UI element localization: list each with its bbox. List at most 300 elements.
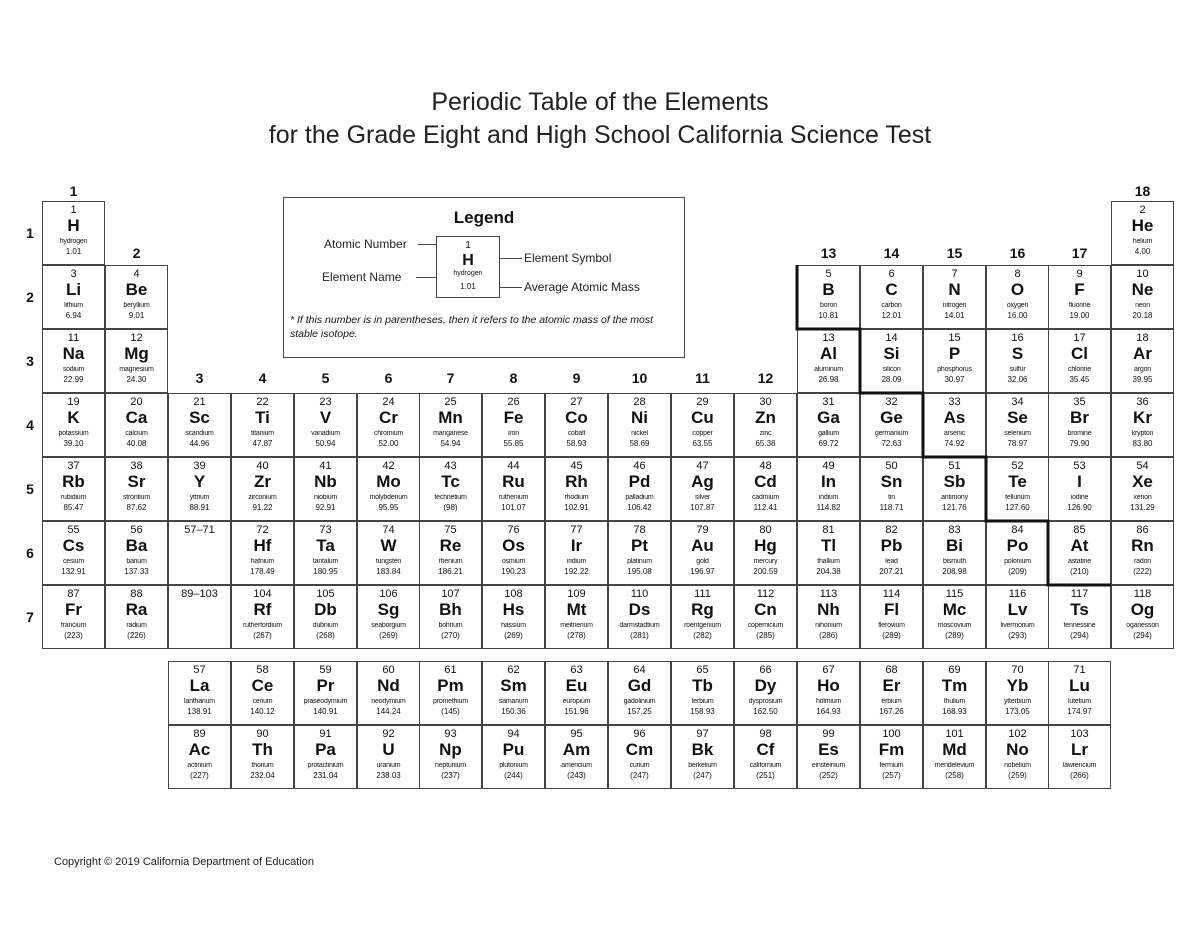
element-symbol: Tm — [941, 676, 968, 695]
atomic-number: 67 — [822, 664, 835, 676]
atomic-mass: 39.10 — [63, 439, 84, 448]
element-symbol: Ca — [125, 408, 148, 427]
atomic-number: 94 — [507, 728, 520, 740]
atomic-number: 117 — [1070, 588, 1089, 600]
element-symbol: Mg — [124, 344, 149, 363]
element-symbol: In — [820, 472, 837, 491]
element-symbol: No — [1006, 740, 1029, 759]
atomic-mass: 58.93 — [566, 439, 587, 448]
element-symbol: Si — [883, 344, 900, 363]
atomic-mass: (294) — [1133, 631, 1152, 640]
element-name: thulium — [943, 698, 966, 705]
element-name: sulfur — [1009, 366, 1026, 373]
atomic-mass: 231.04 — [313, 771, 338, 780]
atomic-number: 89 — [193, 728, 206, 740]
atomic-number: 1 — [70, 204, 77, 216]
atomic-mass: 118.71 — [879, 503, 904, 512]
element-symbol: Sg — [377, 600, 400, 619]
element-name: iodine — [1070, 494, 1089, 501]
atomic-mass: 69.72 — [818, 439, 839, 448]
element-symbol: Cn — [754, 600, 777, 619]
element-symbol: Lr — [1071, 740, 1088, 759]
actinide-range: 89–103 — [181, 588, 218, 600]
element-name: germanium — [874, 430, 909, 437]
atomic-number: 77 — [570, 524, 583, 536]
atomic-number: 90 — [256, 728, 269, 740]
atomic-number: 73 — [319, 524, 332, 536]
element-name: hydrogen — [59, 238, 88, 245]
element-name: beryllium — [123, 302, 150, 309]
element-symbol: Fm — [878, 740, 905, 759]
copyright-text: Copyright © 2019 California Department of Education — [54, 856, 315, 868]
atomic-number: 10 — [1136, 268, 1149, 280]
atomic-mass: 87.62 — [126, 503, 147, 512]
atomic-mass: 28.09 — [881, 375, 902, 384]
atomic-number: 13 — [822, 332, 835, 344]
element-symbol: Ce — [251, 676, 274, 695]
element-symbol: At — [1070, 536, 1089, 555]
atomic-number: 40 — [256, 460, 269, 472]
element-symbol: Cu — [691, 408, 714, 427]
element-name: bohrium — [438, 622, 463, 629]
atomic-mass: (281) — [630, 631, 649, 640]
element-name: promethium — [433, 698, 468, 705]
element-symbol: U — [382, 740, 395, 759]
atomic-number: 99 — [822, 728, 835, 740]
element-symbol: Sn — [880, 472, 903, 491]
atomic-mass: 112.41 — [753, 503, 778, 512]
element-symbol: W — [380, 536, 397, 555]
atomic-mass: 12.01 — [881, 311, 902, 320]
atomic-number: 82 — [885, 524, 898, 536]
element-symbol: Fe — [503, 408, 524, 427]
element-symbol: C — [885, 280, 898, 299]
element-name: scandium — [185, 430, 214, 437]
element-name: gold — [696, 558, 709, 565]
element-symbol: Au — [691, 536, 714, 555]
atomic-number: 43 — [444, 460, 457, 472]
atomic-number: 104 — [253, 588, 272, 600]
group-label-1: 1 — [69, 183, 78, 199]
atomic-number: 36 — [1136, 396, 1149, 408]
atomic-number: 113 — [819, 588, 838, 600]
atomic-mass: (247) — [630, 771, 649, 780]
element-symbol: La — [189, 676, 210, 695]
atomic-number: 45 — [570, 460, 583, 472]
group-label-7: 7 — [446, 370, 455, 386]
element-symbol: Zn — [755, 408, 776, 427]
element-symbol: Md — [942, 740, 967, 759]
element-name: titanium — [251, 430, 274, 437]
atomic-mass: 55.85 — [503, 439, 524, 448]
atomic-number: 96 — [633, 728, 646, 740]
element-name: iridium — [566, 558, 587, 565]
atomic-number: 65 — [696, 664, 709, 676]
element-name: cadmium — [752, 494, 779, 501]
atomic-mass: 186.21 — [438, 567, 463, 576]
atomic-number: 85 — [1073, 524, 1086, 536]
atomic-number: 12 — [130, 332, 143, 344]
element-symbol: Og — [1130, 600, 1155, 619]
legend-average-mass-label: Average Atomic Mass — [524, 280, 640, 294]
atomic-number: 83 — [948, 524, 961, 536]
atomic-mass: (294) — [1070, 631, 1089, 640]
period-label-5: 5 — [26, 481, 34, 497]
atomic-number: 66 — [759, 664, 772, 676]
element-name: ruthenium — [498, 494, 529, 501]
element-symbol: Hg — [754, 536, 777, 555]
element-name: actinium — [187, 762, 212, 769]
atomic-number: 98 — [759, 728, 772, 740]
atomic-number: 39 — [193, 460, 206, 472]
period-label-4: 4 — [26, 417, 34, 433]
element-symbol: Y — [193, 472, 206, 491]
element-name: vanadium — [311, 430, 340, 437]
atomic-mass: 140.91 — [313, 707, 338, 716]
atomic-number: 80 — [759, 524, 772, 536]
element-symbol: Hf — [253, 536, 272, 555]
element-symbol: Tl — [820, 536, 837, 555]
staircase-path — [797, 265, 1111, 585]
element-name: oxygen — [1006, 302, 1029, 309]
element-name: magnesium — [119, 366, 154, 373]
element-symbol: Tb — [692, 676, 713, 695]
element-symbol: Be — [125, 280, 148, 299]
element-symbol: He — [1131, 216, 1154, 235]
element-name: arsenic — [943, 430, 966, 437]
element-symbol: Li — [65, 280, 82, 299]
element-symbol: Ru — [502, 472, 525, 491]
atomic-mass: (145) — [441, 707, 460, 716]
element-name: gallium — [818, 430, 839, 437]
atomic-mass: (244) — [504, 771, 523, 780]
element-symbol: Al — [820, 344, 837, 363]
atomic-mass: 238.03 — [376, 771, 401, 780]
period-label-2: 2 — [26, 289, 34, 305]
element-symbol: Ho — [817, 676, 840, 695]
atomic-mass: (266) — [1070, 771, 1089, 780]
element-symbol: Mo — [376, 472, 401, 491]
element-name: terbium — [691, 698, 714, 705]
group-label-10: 10 — [631, 370, 648, 386]
atomic-mass: 132.91 — [61, 567, 86, 576]
atomic-number: 70 — [1011, 664, 1024, 676]
atomic-number: 112 — [756, 588, 775, 600]
element-symbol: Sm — [500, 676, 527, 695]
atomic-mass: 183.84 — [376, 567, 401, 576]
atomic-number: 69 — [948, 664, 961, 676]
atomic-mass: 173.05 — [1005, 707, 1030, 716]
element-symbol: Bh — [439, 600, 462, 619]
atomic-number: 101 — [945, 728, 964, 740]
element-symbol: Yb — [1006, 676, 1029, 695]
atomic-mass: 192.22 — [564, 567, 589, 576]
atomic-number: 109 — [567, 588, 586, 600]
atomic-number: 97 — [696, 728, 709, 740]
atomic-number: 54 — [1136, 460, 1149, 472]
atomic-number: 17 — [1073, 332, 1086, 344]
atomic-number: 111 — [694, 588, 711, 600]
element-symbol: Rh — [565, 472, 588, 491]
atomic-mass: 20.18 — [1132, 311, 1153, 320]
element-name: gadolinium — [623, 698, 656, 705]
atomic-number: 57 — [193, 664, 206, 676]
atomic-mass: 200.59 — [753, 567, 778, 576]
atomic-mass: 85.47 — [63, 503, 84, 512]
element-name: einsteinium — [811, 762, 846, 769]
atomic-number: 41 — [319, 460, 332, 472]
element-symbol: I — [1077, 472, 1082, 491]
element-name: roentgenium — [684, 622, 721, 629]
element-name: nobelium — [1004, 762, 1031, 769]
element-name: bromine — [1067, 430, 1092, 437]
atomic-number: 29 — [696, 396, 709, 408]
atomic-mass: (243) — [567, 771, 586, 780]
atomic-mass: 180.95 — [313, 567, 338, 576]
atomic-mass: 79.90 — [1069, 439, 1090, 448]
element-symbol: Eu — [565, 676, 588, 695]
element-symbol: Nb — [314, 472, 337, 491]
atomic-mass: 92.91 — [315, 503, 336, 512]
legend-title: Legend — [453, 208, 515, 227]
group-label-5: 5 — [321, 370, 330, 386]
atomic-mass: 140.12 — [250, 707, 275, 716]
atomic-mass: 121.76 — [942, 503, 967, 512]
element-name: palladium — [625, 494, 654, 501]
atomic-mass: (257) — [882, 771, 901, 780]
element-name: calcium — [125, 430, 148, 437]
element-name: tin — [888, 494, 895, 501]
element-name: nitrogen — [942, 302, 967, 309]
element-name: lanthanum — [184, 698, 215, 705]
atomic-mass: 158.93 — [690, 707, 715, 716]
element-name: selenium — [1004, 430, 1031, 437]
element-symbol: Ba — [125, 536, 148, 555]
atomic-number: 115 — [945, 588, 964, 600]
atomic-number: 55 — [67, 524, 80, 536]
atomic-mass: 63.55 — [692, 439, 713, 448]
element-name: carbon — [881, 302, 902, 309]
element-symbol: Am — [562, 740, 591, 759]
atomic-mass: 24.30 — [126, 375, 147, 384]
legend-note: * If this number is in parentheses, then it refers to the atomic mass of the most stable isotope. — [290, 314, 653, 340]
element-symbol: Pb — [880, 536, 903, 555]
atomic-mass: 137.33 — [124, 567, 149, 576]
atomic-number: 103 — [1070, 728, 1089, 740]
atomic-mass: 151.96 — [564, 707, 589, 716]
atomic-mass: (268) — [316, 631, 335, 640]
atomic-mass: 22.99 — [63, 375, 84, 384]
atomic-mass: 232.04 — [250, 771, 275, 780]
atomic-number: 72 — [256, 524, 269, 536]
atomic-number: 44 — [507, 460, 520, 472]
element-name: radon — [1134, 558, 1151, 565]
element-name: boron — [820, 302, 837, 309]
atomic-mass: 167.26 — [879, 707, 904, 716]
atomic-mass: 4.00 — [1134, 247, 1151, 256]
element-name: silicon — [882, 366, 901, 373]
element-symbol: Fl — [883, 600, 900, 619]
atomic-number: 53 — [1073, 460, 1086, 472]
element-symbol: O — [1010, 280, 1025, 299]
element-name: potassium — [58, 430, 89, 437]
element-symbol: Pu — [502, 740, 525, 759]
element-symbol: Sb — [943, 472, 966, 491]
element-name: seaborgium — [371, 622, 406, 629]
atomic-mass: 40.08 — [126, 439, 147, 448]
atomic-mass: (247) — [693, 771, 712, 780]
element-name: ytterbium — [1004, 698, 1031, 705]
atomic-mass: 39.95 — [1132, 375, 1153, 384]
atomic-number: 38 — [130, 460, 143, 472]
element-symbol: Ga — [817, 408, 840, 427]
atomic-number: 9 — [1076, 268, 1083, 280]
element-name: barium — [126, 558, 147, 565]
element-name: lawrencium — [1062, 762, 1097, 769]
element-symbol: V — [319, 408, 332, 427]
element-name: antimony — [941, 494, 968, 501]
atomic-number: 105 — [316, 588, 335, 600]
element-symbol: Rg — [691, 600, 714, 619]
element-symbol: Ag — [691, 472, 714, 491]
atomic-mass: (223) — [64, 631, 83, 640]
period-label-3: 3 — [26, 353, 34, 369]
legend-example-name: hydrogen — [453, 270, 483, 277]
element-name: rhodium — [564, 494, 589, 501]
element-name: aluminum — [814, 366, 843, 373]
atomic-mass: (227) — [190, 771, 209, 780]
element-name: mendelevium — [934, 762, 975, 769]
group-label-2: 2 — [132, 245, 141, 261]
element-name: indium — [818, 494, 839, 501]
element-symbol: Bk — [691, 740, 714, 759]
element-symbol: Cd — [754, 472, 777, 491]
element-name: livermorium — [1000, 622, 1035, 629]
group-label-6: 6 — [384, 370, 393, 386]
element-name: mercury — [753, 558, 778, 565]
group-label-11: 11 — [695, 370, 710, 386]
atomic-number: 25 — [444, 396, 457, 408]
atomic-mass: (289) — [945, 631, 964, 640]
group-label-15: 15 — [946, 245, 963, 261]
element-symbol: As — [943, 408, 966, 427]
element-name: curium — [629, 762, 650, 769]
atomic-number: 110 — [630, 588, 649, 600]
atomic-mass: 107.87 — [690, 503, 715, 512]
atomic-number: 107 — [441, 588, 460, 600]
element-symbol: F — [1074, 280, 1085, 299]
element-name: dubnium — [312, 622, 339, 629]
element-name: oganesson — [1126, 622, 1159, 629]
element-name: rubidium — [60, 494, 87, 501]
group-label-13: 13 — [820, 245, 837, 261]
element-name: radium — [126, 622, 147, 629]
atomic-number: 16 — [1011, 332, 1024, 344]
element-symbol: Dy — [754, 676, 777, 695]
element-name: tennessine — [1063, 622, 1096, 629]
element-name: erbium — [881, 698, 902, 705]
element-name: protactinium — [307, 762, 344, 769]
period-label-6: 6 — [26, 545, 34, 561]
element-symbol: Ti — [255, 408, 270, 427]
element-name: polonium — [1004, 558, 1031, 565]
group-label-16: 16 — [1009, 245, 1026, 261]
element-name: rutherfordium — [242, 622, 283, 629]
element-name: hafnium — [250, 558, 275, 565]
atomic-number: 11 — [67, 332, 80, 344]
element-name: francium — [60, 622, 87, 629]
atomic-number: 46 — [633, 460, 646, 472]
atomic-mass: 78.97 — [1007, 439, 1028, 448]
atomic-number: 26 — [507, 396, 520, 408]
atomic-mass: 58.69 — [629, 439, 650, 448]
atomic-number: 74 — [382, 524, 395, 536]
element-name: chlorine — [1068, 366, 1091, 373]
element-name: tellurium — [1005, 494, 1030, 501]
element-symbol: Mn — [438, 408, 463, 427]
atomic-mass: 127.60 — [1005, 503, 1030, 512]
atomic-mass: 65.38 — [755, 439, 776, 448]
element-name: americium — [561, 762, 592, 769]
element-name: cobalt — [567, 430, 586, 437]
atomic-number: 116 — [1008, 588, 1027, 600]
element-symbol: Na — [62, 344, 85, 363]
atomic-number: 78 — [633, 524, 646, 536]
element-name: lutetium — [1068, 698, 1091, 705]
atomic-mass: 204.38 — [816, 567, 841, 576]
atomic-mass: 44.96 — [189, 439, 210, 448]
atomic-number: 4 — [133, 268, 140, 280]
atomic-mass: 207.21 — [879, 567, 904, 576]
element-symbol: Hs — [502, 600, 525, 619]
element-symbol: Ne — [1131, 280, 1154, 299]
element-symbol: Cm — [625, 740, 654, 759]
element-name: sodium — [62, 366, 85, 373]
atomic-number: 50 — [885, 460, 898, 472]
element-name: neon — [1135, 302, 1150, 309]
element-symbol: Ac — [188, 740, 211, 759]
atomic-number: 114 — [882, 588, 901, 600]
atomic-mass: 195.08 — [627, 567, 652, 576]
element-name: berkelium — [688, 762, 717, 769]
atomic-mass: (209) — [1008, 567, 1027, 576]
element-symbol: Fr — [65, 600, 82, 619]
element-name: thorium — [251, 762, 274, 769]
element-name: cerium — [252, 698, 273, 705]
element-symbol: Ts — [1070, 600, 1089, 619]
element-name: yttrium — [189, 494, 210, 501]
atomic-mass: 19.00 — [1069, 311, 1090, 320]
element-name: tungsten — [375, 558, 402, 565]
atomic-number: 33 — [948, 396, 961, 408]
element-symbol: Po — [1006, 536, 1029, 555]
legend-example-mass: 1.01 — [460, 282, 476, 291]
atomic-mass: (251) — [756, 771, 775, 780]
element-name: europium — [562, 698, 591, 705]
legend-element-name-label: Element Name — [322, 270, 402, 284]
atomic-mass: (270) — [441, 631, 460, 640]
atomic-number: 19 — [67, 396, 80, 408]
element-symbol: Ni — [631, 408, 648, 427]
atomic-mass: 52.00 — [378, 439, 399, 448]
element-symbol: Sr — [127, 472, 146, 491]
element-name: moscovium — [937, 622, 972, 629]
legend-element-symbol-label: Element Symbol — [524, 251, 612, 265]
element-name: chromium — [373, 430, 404, 437]
element-name: rhenium — [438, 558, 463, 565]
atomic-number: 52 — [1011, 460, 1024, 472]
element-name: darmstadtium — [619, 622, 660, 629]
